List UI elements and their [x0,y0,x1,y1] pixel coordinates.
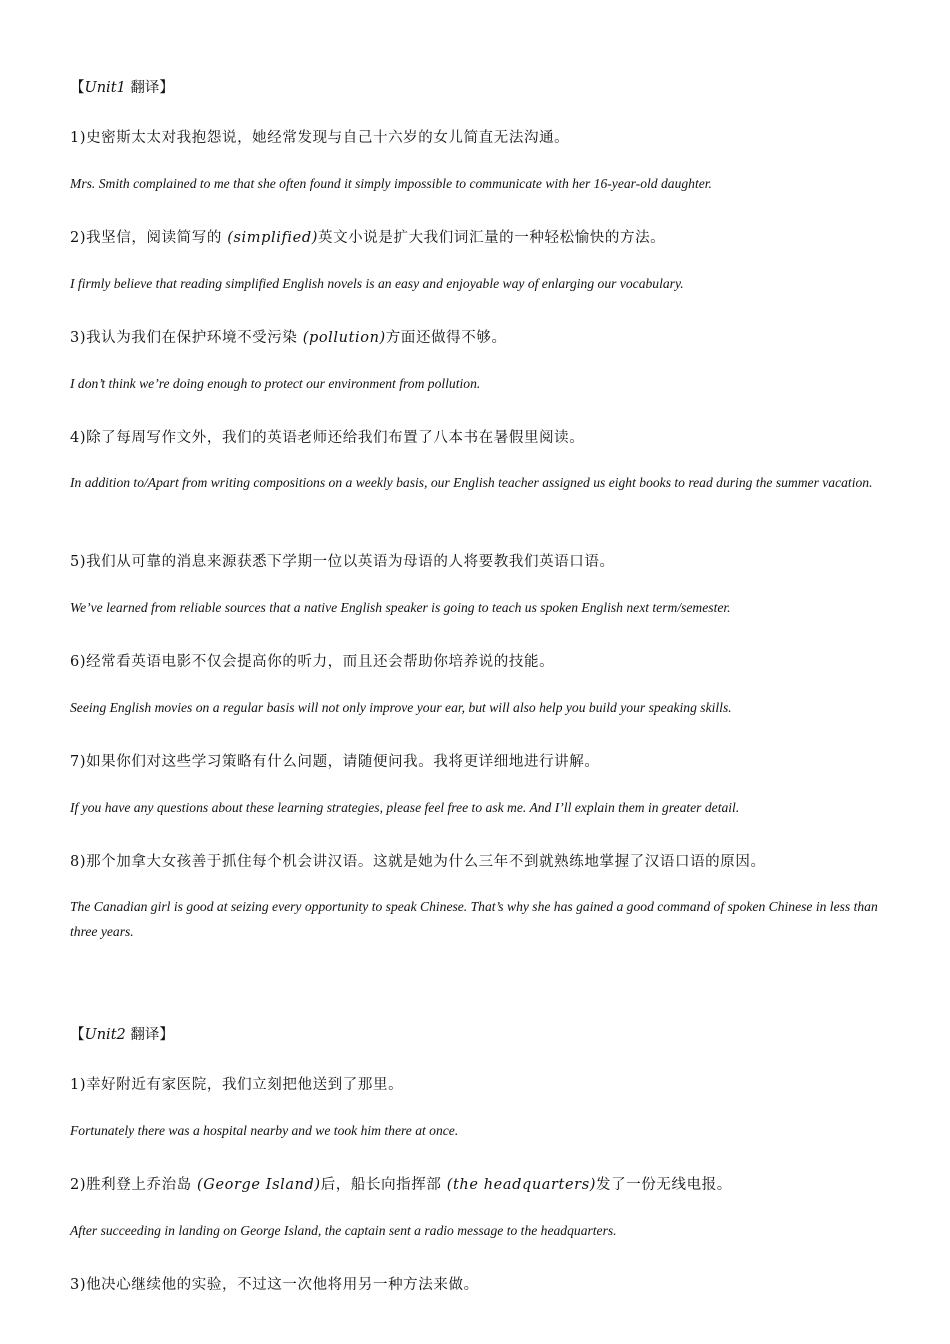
unit1-item3-english: I don’t think we’re doing enough to protect our environment from pollution. [70,376,481,391]
unit1-item4-chinese: 4)除了每周写作文外，我们的英语老师还给我们布置了八本书在暑假里阅读。 [70,430,585,446]
unit1-item1-english: Mrs. Smith complained to me that she often found it simply impossible to communicate with her 16-year-old daughter. [70,176,712,191]
heading-unit: Unit1 [84,80,126,96]
unit1-item3-chinese: 3)我认为我们在保护环境不受污染 (pollution)方面还做得不够。 [70,330,507,346]
unit1-item7-chinese: 7)如果你们对这些学习策略有什么问题，请随便问我。我将更详细地进行讲解。 [70,754,600,770]
heading-bracket-open: 【 [70,80,85,96]
heading-title: 翻译 [125,1027,160,1043]
unit1-item4-english: In addition to/Apart from writing compositions on a weekly basis, our English teacher assigned us eight books to read during the summer vacation. [70,475,873,490]
heading-title: 翻译 [125,80,160,96]
unit1-heading [70,76,174,97]
heading-bracket-close: 】 [159,1027,174,1043]
unit2-item3-chinese: 3)他决心继续他的实验，不过这一次他将用另一种方法来做。 [70,1277,479,1293]
unit2-item2-chinese: 2)胜利登上乔治岛 (George Island)后，船长向指挥部 (the headquarters)发了一份无线电报。 [70,1177,732,1193]
unit1-item1-chinese: 1)史密斯太太对我抱怨说，她经常发现与自己十六岁的女儿简直无法沟通。 [70,130,570,146]
unit1-item8-chinese: 8)那个加拿大女孩善于抓住每个机会讲汉语。这就是她为什么三年不到就熟练地掌握了汉语口语的原因。 [70,854,766,870]
unit2-heading [70,1023,174,1044]
unit1-item8-english: The Canadian girl is good at seizing every opportunity to speak Chinese. That’s why she has gained a good command of spoken Chinese in less than three years. [70,899,878,939]
unit2-item1-chinese: 1)幸好附近有家医院，我们立刻把他送到了那里。 [70,1077,404,1093]
unit1-item2-chinese: 2)我坚信，阅读简写的 (simplified)英文小说是扩大我们词汇量的一种轻松愉快的方法。 [70,230,666,246]
unit1-item7-english: If you have any questions about these learning strategies, please feel free to ask me. And I’ll explain them in greater detail. [70,800,740,815]
unit1-item2-english: I firmly believe that reading simplified English novels is an easy and enjoyable way of enlarging our vocabulary. [70,276,684,291]
heading-unit: Unit2 [84,1027,126,1043]
heading-bracket-close: 】 [159,80,174,96]
heading-bracket-open: 【 [70,1027,85,1043]
unit1-item5-english: We’ve learned from reliable sources that a native English speaker is going to teach us spoken English next term/semester. [70,600,731,615]
unit2-item1-english: Fortunately there was a hospital nearby and we took him there at once. [70,1123,459,1138]
unit1-item5-chinese: 5)我们从可靠的消息来源获悉下学期一位以英语为母语的人将要教我们英语口语。 [70,554,615,570]
unit1-item6-chinese: 6)经常看英语电影不仅会提高你的听力，而且还会帮助你培养说的技能。 [70,654,555,670]
unit1-item6-english: Seeing English movies on a regular basis will not only improve your ear, but will also help you build your speaking skills. [70,700,732,715]
unit2-item2-english: After succeeding in landing on George Island, the captain sent a radio message to the headquarters. [70,1223,617,1238]
